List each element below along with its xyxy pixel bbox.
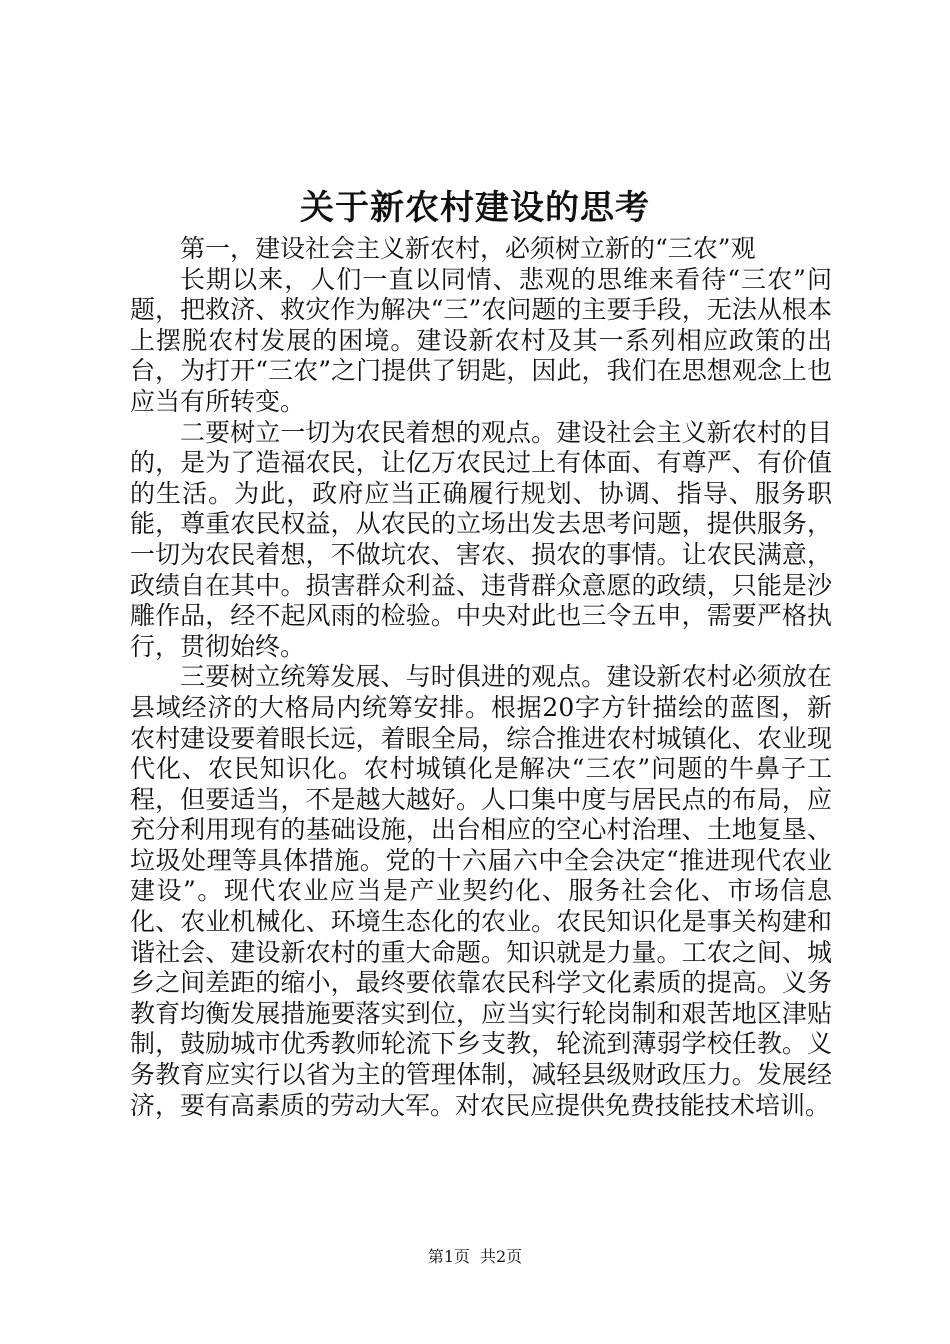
page-number-total: 共2页 (480, 1247, 523, 1266)
page-number-current: 第1页 (427, 1247, 470, 1266)
page-footer (0, 1246, 950, 1268)
paragraph-2: 长期以来，人们一直以同情、悲观的思维来看待“三农”问题，把救济、救灾作为解决“三”农问题的主要手段，无法从根本上摆脱农村发展的困境。建设新农村及其一系列相应政策的出台，为打开“三农”之门提供了钥匙，因此，我们在思想观念上也应当有所转变。 (130, 264, 832, 416)
paragraph-1: 第一，建设社会主义新农村，必须树立新的“三农”观 (180, 234, 756, 263)
paragraph-4: 三要树立统筹发展、与时俱进的观点。建设新农村必须放在县域经济的大格局内统筹安排。根据20字方针描绘的蓝图，新农村建设要着眼长远，着眼全局，综合推进农村城镇化、农业现代化、农民知识化。农村城镇化是解决“三农”问题的牛鼻子工程，但要适当，不是越大越好。人口集中度与居民点的布局，应充分利用现有的基础设施，出台相应的空心村治理、土地复垦、垃圾处理等具体措施。党的十六届六中全会决定“推进现代农业建设”。现代农业应当是产业契约化、服务社会化、市场信息化、农业机械化、环境生态化的农业。农民知识化是事关构建和谐社会、建设新农村的重大命题。知识就是力量。工农之间、城乡之间差距的缩小，最终要依靠农民科学文化素质的提高。义务教育均衡发展措施要落实到位，应当实行轮岗制和艰苦地区津贴制，鼓励城市优秀教师轮流下乡支教，轮流到薄弱学校任教。义务教育应实行以省为主的管理体制，减轻县级财政压力。发展经济，要有高素质的劳动大军。对农民应提供免费技能技术培训。 (130, 662, 832, 1120)
document-title: 关于新农村建设的思考 (300, 188, 650, 228)
document-body (130, 234, 832, 1121)
paragraph-3: 二要树立一切为农民着想的观点。建设社会主义新农村的目的，是为了造福农民，让亿万农民过上有体面、有尊严、有价值的生活。为此，政府应当正确履行规划、协调、指导、服务职能，尊重农民权益，从农民的立场出发去思考问题，提供服务，一切为农民着想，不做坑农、害农、损农的事情。让农民满意，政绩自在其中。损害群众利益、违背群众意愿的政绩，只能是沙雕作品，经不起风雨的检验。中央对此也三令五申，需要严格执行，贯彻始终。 (130, 417, 832, 661)
